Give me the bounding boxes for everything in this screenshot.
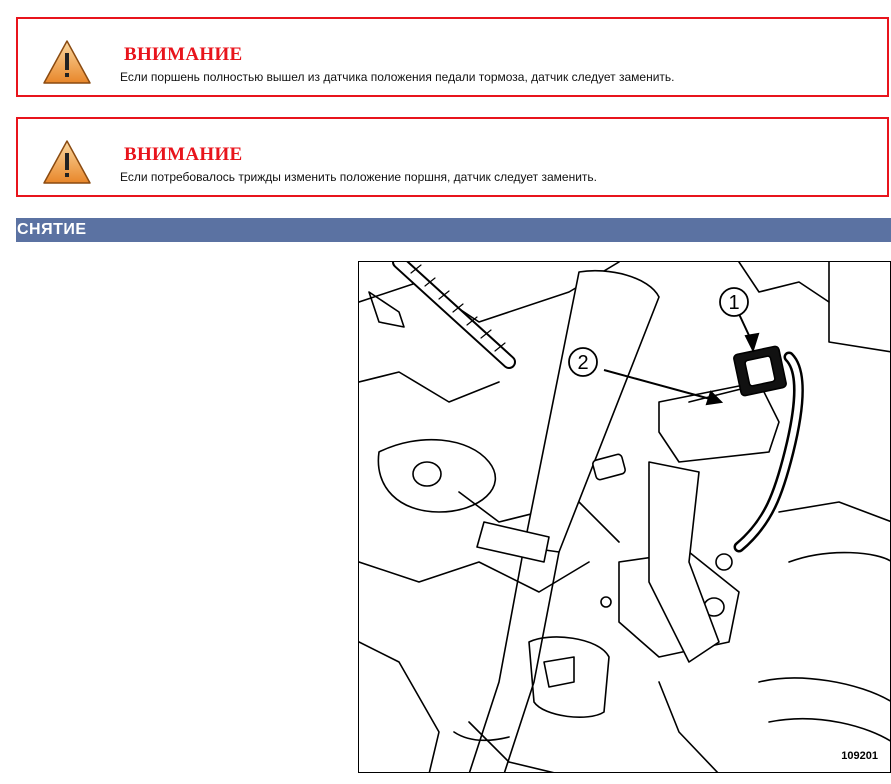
callout-1	[720, 288, 748, 316]
warning-title: ВНИМАНИЕ	[124, 44, 243, 65]
warning-triangle-icon	[42, 39, 92, 85]
warning-triangle-icon	[42, 139, 92, 185]
callout-2-label: 2	[577, 352, 589, 374]
warning-box-2	[16, 117, 889, 197]
section-title: СНЯТИЕ	[17, 221, 87, 238]
callout-2	[569, 348, 597, 376]
brake-pedal-sensor-drawing	[359, 262, 891, 773]
technical-illustration	[358, 261, 891, 773]
warning-title: ВНИМАНИЕ	[124, 144, 243, 165]
warning-text: Если потребовалось трижды изменить положение поршня, датчик следует заменить.	[120, 170, 598, 184]
warning-text: Если поршень полностью вышел из датчика положения педали тормоза, датчик следует заменить.	[120, 70, 675, 84]
figure-number: 109201	[841, 750, 878, 762]
callout-1-label: 1	[728, 292, 740, 314]
section-header-bar	[16, 218, 891, 242]
warning-box-1	[16, 17, 889, 97]
